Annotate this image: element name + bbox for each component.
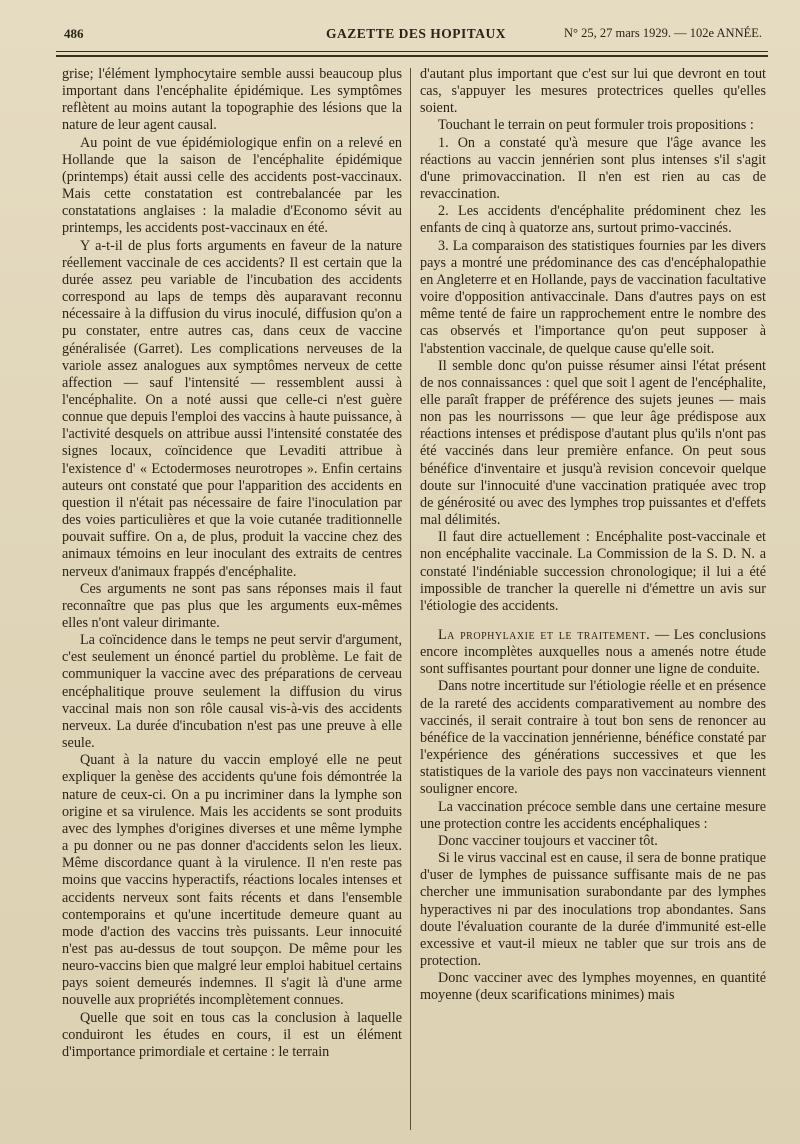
paragraph: d'autant plus important que c'est sur lui que devront en tout cas, s'appuyer les mesures protectrices quelles qu'elles soient. xyxy=(420,66,766,117)
paragraph: Dans notre incertitude sur l'étiologie réelle et en présence de la rareté des accidents comparativement au nombre des vaccinés, il serait contraire à tout bon sens de renoncer au bénéfice de la vaccination jennérienne, bénéfice constaté par l'expérience des générations successives et que les statistiques de la variole des pays non vaccinateurs viennent souligner encore. xyxy=(420,678,766,798)
left-column xyxy=(62,66,402,1132)
paragraph: Quelle que soit en tous cas la conclusion à laquelle conduiront les études en cours, il est un élément d'importance primordiale et certaine : le terrain xyxy=(62,1009,402,1060)
header-rule-thick xyxy=(56,55,768,57)
section-heading: La prophylaxie et le traitement. xyxy=(438,627,651,643)
paragraph: La prophylaxie et le traitement. — Les conclusions encore incomplètes auxquelles nous a amenés notre étude sont suffisantes pourtant pour donner une ligne de conduite. xyxy=(420,627,766,678)
paragraph: La coïncidence dans le temps ne peut servir d'argument, c'est seulement un énoncé partiel du problème. Le fait de communiquer la vaccine avec des préparations de cerveau encéphalitique prouve seulement la diffusion du virus vaccinal mais non son rôle causal vis-à-vis des accidents nerveux. La durée d'incubation n'est pas une preuve à elle seule. xyxy=(62,632,402,752)
right-column xyxy=(420,66,766,1132)
paragraph: 3. La comparaison des statistiques fournies par les divers pays a montré une prédominance des cas d'encéphalopathie en Angleterre et en Hollande, pays de vaccination facultative voire d'opposition antivaccinale. Dans d'autres pays on est même tenté de faire un rapprochement entre le nombre des cas observés et l'importance qu'on peut supposer à l'abstention vaccinale, de quelque cause qu'elle soit. xyxy=(420,237,766,357)
paragraph: 2. Les accidents d'encéphalite prédominent chez les enfants de cinq à quatorze ans, surtout primo-vaccinés. xyxy=(420,203,766,237)
header-rule xyxy=(56,51,768,52)
paragraph: Quant à la nature du vaccin employé elle ne peut expliquer la genèse des accidents qu'une fois démontrée la nature de ceux-ci. On a pu incriminer dans la lymphe son origine et sa virulence. Mais les accidents se sont produits avec des lymphes d'origines diverses et une même lymphe a pu donner ou ne pas donner d'accidents selon les lieux. Même discordance quant à la virulence. Il n'en reste pas moins que vaccins hyperactifs, réactions locales intenses et accidents nerveux sont faits récents et dans l'ensemble contemporains et qu'une incertitude demeure quant au mode d'action des vaccins très puissants. Leur innocuité n'est pas au-dessus de tout soupçon. De même pour les neuro-vaccins bien que malgré leur emploi habituel certains pays soient demeurés indemnes. Il s'agit là d'une arme nouvelle aux propriétés incomplètement connues. xyxy=(62,752,402,1009)
paragraph: Il semble donc qu'on puisse résumer ainsi l'état présent de nos connaissances : quel que soit l agent de l'encéphalite, elle paraît frapper de préférence des sujets jeunes — mais non pas les nourrissons — que leur âge prédispose aux réactions intenses et prédispose d'autant plus qu'ils n'ont pas été vaccinés dans leur première enfance. On peut sous bénéfice d'inventaire et jusqu'à revision concevoir quelque doute sur l'innocuité d'une vaccination pratiquée avec trop de générosité ou avec des lymphes trop puissantes et d'effets mal délimités. xyxy=(420,357,766,529)
issue-info: N° 25, 27 mars 1929. — 102e ANNÉE. xyxy=(563,26,762,40)
paragraph: grise; l'élément lymphocytaire semble aussi beaucoup plus important dans l'encéphalite épidémique. Les symptômes reflètent au moins autant la topographie des lésions que la nature de leur agent causal. xyxy=(62,66,402,134)
paragraph: Touchant le terrain on peut formuler trois propositions : xyxy=(438,117,754,134)
paragraph: Ces arguments ne sont pas sans réponses mais il faut reconnaître que pas plus que les arguments eux-mêmes elles n'ont valeur dirimante. xyxy=(62,580,402,631)
paragraph: Donc vacciner toujours et vacciner tôt. xyxy=(438,832,658,849)
paragraph: Y a-t-il de plus forts arguments en faveur de la nature réellement vaccinale de ces accidents? Il est certain que la durée assez peu variable de l'incubation des accidents correspond au laps de temps dès auparavant reconnu nécessaire à la diffusion du virus inoculé, diffusion qu'on a pu constater, entre autres cas, dans ceux de vaccine généralisée (Garret). Les complications nerveuses de la variole assez analogues aux symptômes nerveux de cette affection — sauf l'intensité — ressemblent aussi à l'encéphalite. On a noté aussi que celle-ci n'est guère connue que depuis l'emploi des vaccins à haute puissance, à l'activité desquels on attribue aussi l'intensité constatée des signes locaux, coïncidence que Levaditi attribue à l'existence d' « Ectodermoses neurotropes ». Enfin certains auteurs ont constaté que pour l'apparition des accidents en question il n'était pas nécessaire de faire l'inoculation par des voies particulières et que la voie cutanée traditionnelle pouvait suffire. On a, de plus, produit la vaccine chez des animaux témoins en leur inoculant des extraits de centres nerveux d'animaux frappés d'encéphalite. xyxy=(62,237,402,580)
paragraph: Si le virus vaccinal est en cause, il sera de bonne pratique d'user de lymphes de puissance suffisante mais de ne pas chercher une immunisation surabondante par des lymphes hyperactives ni par des inoculations trop abondantes. Sans doute l'évaluation courante de la durée d'immunité est-elle excessive et vaut-il mieux ne tabler que sur trois ans de protection. xyxy=(420,850,766,969)
paragraph: 1. On a constaté qu'à mesure que l'âge avance les réactions au vaccin jennérien sont plus intenses s'il s'agit d'une primovaccination. Il n'en est rien au cas de revaccination. xyxy=(420,134,766,203)
page-number: 486 xyxy=(64,26,84,41)
page-header xyxy=(56,22,768,48)
paragraph: Au point de vue épidémiologique enfin on a relevé en Hollande que la saison de l'encéphalite épidémique (printemps) était aussi celle des accidents post-vaccinaux. Mais cette constatation est contrebalancée par les constatations anglaises : la maladie d'Economo sévit au printemps, les accidents post-vaccinaux en été. xyxy=(62,134,402,237)
paragraph: La vaccination précoce semble dans une certaine mesure une protection contre les accidents encéphaliques : xyxy=(420,798,766,832)
paragraph: Il faut dire actuellement : Encéphalite post-vaccinale et non encéphalite vaccinale. La Commission de la S. D. N. a constaté l'indéniable succession chronologique; il lui a été impossible de trancher la querelle ni d'émettre un avis sur l'étiologie des accidents. xyxy=(420,529,766,614)
journal-title: GAZETTE DES HOPITAUX xyxy=(326,26,507,41)
column-divider xyxy=(410,68,411,1130)
paragraph: Donc vacciner avec des lymphes moyennes, en quantité moyenne (deux scarifications minimes) mais xyxy=(420,970,766,1004)
